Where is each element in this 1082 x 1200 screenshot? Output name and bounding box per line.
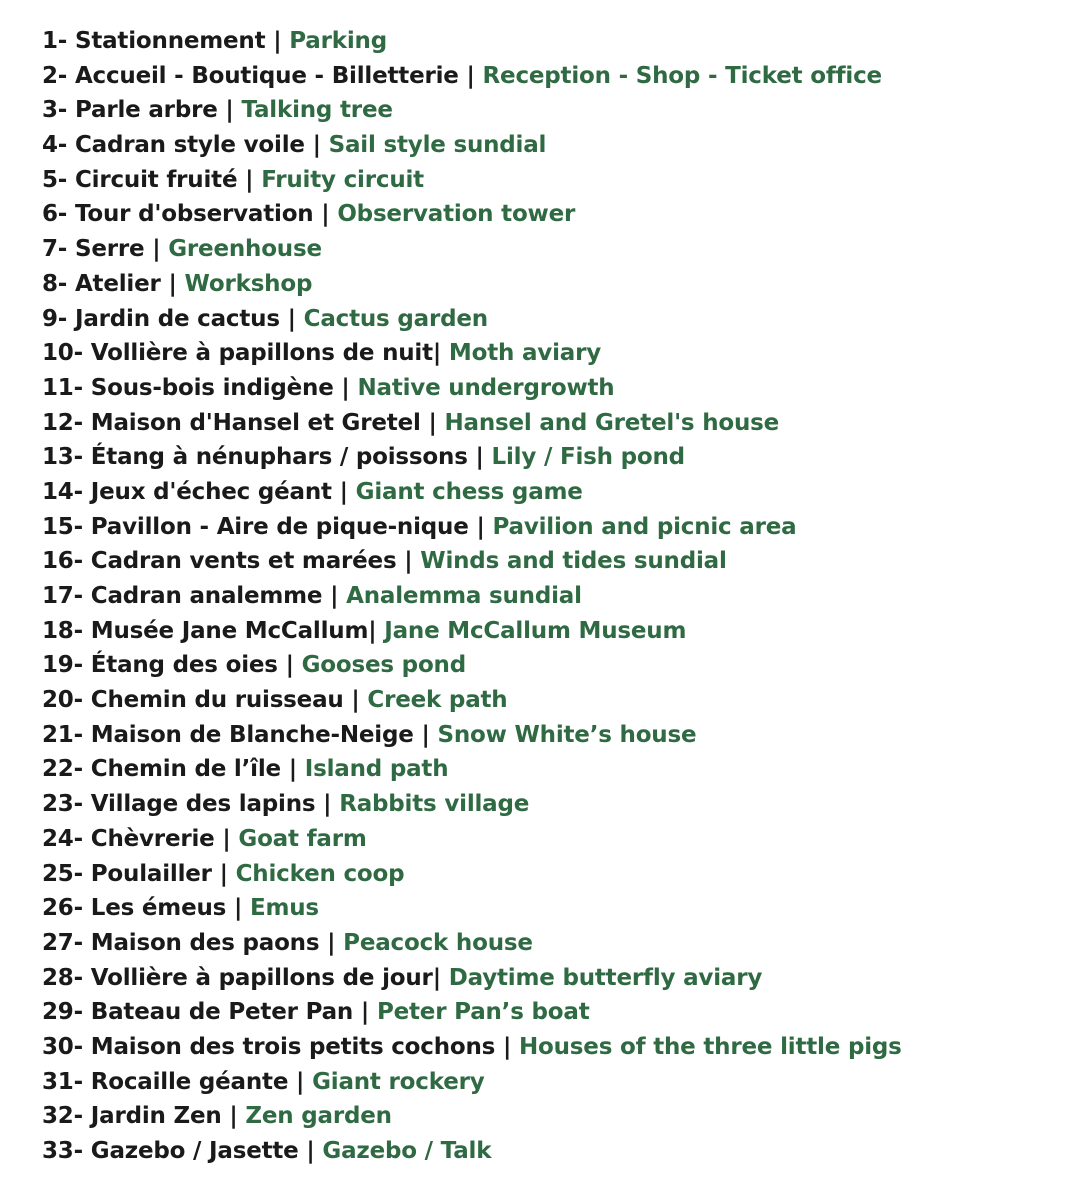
item-label-french: 15- Pavillon - Aire de pique-nique (42, 513, 469, 540)
item-label-english: Sail style sundial (328, 132, 547, 159)
item-label-english: Daytime butterfly aviary (448, 964, 763, 991)
item-label-english: Gooses pond (301, 652, 466, 679)
item-separator: | (495, 1033, 519, 1060)
legend-item (42, 302, 1072, 337)
item-label-french: 5- Circuit fruité (42, 166, 238, 193)
item-label-english: Talking tree (241, 97, 393, 124)
item-label-english: Hansel and Gretel's house (444, 409, 780, 436)
item-separator: | (333, 374, 358, 401)
legend-item (42, 718, 1072, 753)
item-separator: | (319, 929, 344, 956)
item-separator: | (160, 270, 185, 297)
item-separator: | (396, 548, 421, 575)
item-label-french: 16- Cadran vents et marées (42, 548, 397, 575)
legend-item (42, 93, 1072, 128)
item-label-english: Lily / Fish pond (491, 444, 685, 471)
legend-item (42, 614, 1072, 649)
item-label-english: Winds and tides sundial (420, 548, 727, 575)
legend-item (42, 961, 1072, 996)
item-separator: | (420, 409, 445, 436)
item-label-french: 19- Étang des oies (42, 652, 278, 679)
item-separator: | (279, 305, 304, 332)
item-separator: | (468, 513, 493, 540)
legend-item (42, 371, 1072, 406)
item-label-english: Giant rockery (312, 1068, 485, 1095)
legend-item (42, 822, 1072, 857)
item-label-english: Cactus garden (303, 305, 488, 332)
item-label-english: Emus (249, 895, 319, 922)
item-label-french: 12- Maison d'Hansel et Gretel (42, 409, 421, 436)
item-separator: | (277, 652, 302, 679)
item-separator: | (322, 583, 347, 609)
item-separator: | (343, 687, 368, 714)
item-label-french: 8- Atelier (42, 270, 161, 297)
item-label-english: Giant chess game (355, 478, 583, 505)
item-separator: | (315, 791, 340, 818)
item-separator: | (237, 166, 262, 193)
item-label-french: 7- Serre (42, 236, 145, 263)
item-separator: | (353, 999, 377, 1026)
item-label-french: 32- Jardin Zen (42, 1103, 222, 1130)
item-label-french: 29- Bateau de Peter Pan (42, 999, 354, 1026)
item-separator: | (432, 964, 449, 991)
item-label-english: Moth aviary (448, 340, 602, 367)
item-label-english: Rabbits village (339, 791, 530, 818)
item-label-french: 25- Poulailler (42, 860, 212, 887)
item-label-english: Snow White’s house (437, 721, 697, 748)
legend-item (42, 1099, 1072, 1134)
item-label-french: 20- Chemin du ruisseau (42, 687, 344, 714)
item-label-english: Zen garden (245, 1103, 392, 1130)
legend-item (42, 1134, 1072, 1169)
legend-item (42, 752, 1072, 787)
item-label-english: Parking (289, 28, 387, 54)
legend-item (42, 163, 1072, 198)
legend-item (42, 995, 1072, 1030)
item-label-french: 21- Maison de Blanche-Neige (42, 721, 414, 748)
legend-item (42, 926, 1072, 961)
legend-item (42, 683, 1072, 718)
item-separator: | (265, 28, 290, 54)
item-separator: | (221, 1103, 246, 1130)
legend-item (42, 544, 1072, 579)
item-label-french: 23- Village des lapins (42, 791, 316, 818)
item-label-french: 26- Les émeus (42, 895, 227, 922)
item-separator: | (288, 1068, 313, 1095)
item-label-french: 28- Vollière à papillons de jour (42, 964, 433, 991)
legend-item (42, 857, 1072, 892)
item-label-english: Observation tower (337, 201, 576, 228)
item-label-english: Gazebo / Talk (322, 1138, 492, 1164)
item-label-english: Workshop (184, 270, 313, 297)
item-separator: | (298, 1138, 323, 1164)
item-label-french: 2- Accueil - Boutique - Billetterie (42, 62, 459, 89)
item-separator: | (432, 340, 449, 367)
item-label-english: Analemma sundial (346, 583, 582, 609)
legend-item (42, 232, 1072, 267)
item-label-english: Goat farm (238, 825, 367, 852)
item-label-english: Island path (304, 756, 449, 783)
item-label-french: 18- Musée Jane McCallum (42, 617, 369, 644)
legend-item (42, 1065, 1072, 1100)
legend-item (42, 336, 1072, 371)
item-label-english: Creek path (367, 687, 508, 714)
item-label-french: 11- Sous-bois indigène (42, 374, 334, 401)
item-label-french: 24- Chèvrerie (42, 825, 215, 852)
item-label-english: Greenhouse (168, 236, 322, 263)
item-label-french: 13- Étang à nénuphars / poissons (42, 444, 468, 471)
item-label-english: Pavilion and picnic area (492, 513, 797, 540)
item-label-french: 1- Stationnement (42, 28, 266, 54)
item-separator: | (368, 617, 385, 644)
item-label-french: 10- Vollière à papillons de nuit (42, 340, 433, 367)
legend-item (42, 406, 1072, 441)
legend-item (42, 579, 1072, 614)
item-separator: | (467, 444, 492, 471)
legend-item (42, 475, 1072, 510)
item-separator: | (413, 721, 438, 748)
item-label-english: Chicken coop (235, 860, 405, 887)
item-label-english: Native undergrowth (357, 374, 615, 401)
legend-item (42, 59, 1072, 94)
item-label-french: 14- Jeux d'échec géant (42, 478, 332, 505)
legend-item (42, 891, 1072, 926)
item-label-french: 3- Parle arbre (42, 97, 218, 124)
item-label-english: Peacock house (343, 929, 533, 956)
legend-item (42, 1030, 1072, 1065)
item-label-english: Fruity circuit (261, 166, 424, 193)
legend-item (42, 24, 1072, 59)
item-separator: | (280, 756, 305, 783)
item-label-french: 9- Jardin de cactus (42, 305, 280, 332)
item-separator: | (211, 860, 236, 887)
item-label-english: Jane McCallum Museum (384, 617, 687, 644)
item-label-english: Reception - Shop - Ticket office (482, 62, 882, 89)
item-separator: | (214, 825, 239, 852)
item-label-french: 4- Cadran style voile (42, 132, 305, 159)
item-label-french: 22- Chemin de l’île (42, 756, 281, 783)
item-separator: | (458, 62, 483, 89)
legend-item (42, 648, 1072, 683)
item-separator: | (304, 132, 329, 159)
item-separator: | (217, 97, 242, 124)
item-separator: | (313, 201, 338, 228)
item-label-english: Houses of the three little pigs (518, 1033, 902, 1060)
item-label-french: 33- Gazebo / Jasette (42, 1138, 299, 1164)
attractions-legend-list (42, 24, 1072, 1169)
item-separator: | (331, 478, 356, 505)
legend-item (42, 197, 1072, 232)
legend-item (42, 440, 1072, 475)
item-label-french: 30- Maison des trois petits cochons (42, 1033, 496, 1060)
item-label-french: 17- Cadran analemme (42, 583, 323, 609)
item-label-french: 6- Tour d'observation (42, 201, 314, 228)
legend-item (42, 267, 1072, 302)
legend-item (42, 510, 1072, 545)
item-label-french: 31- Rocaille géante (42, 1068, 289, 1095)
item-separator: | (226, 895, 250, 922)
legend-item (42, 787, 1072, 822)
item-label-english: Peter Pan’s boat (376, 999, 590, 1026)
item-separator: | (144, 236, 169, 263)
item-label-french: 27- Maison des paons (42, 929, 320, 956)
legend-item (42, 128, 1072, 163)
